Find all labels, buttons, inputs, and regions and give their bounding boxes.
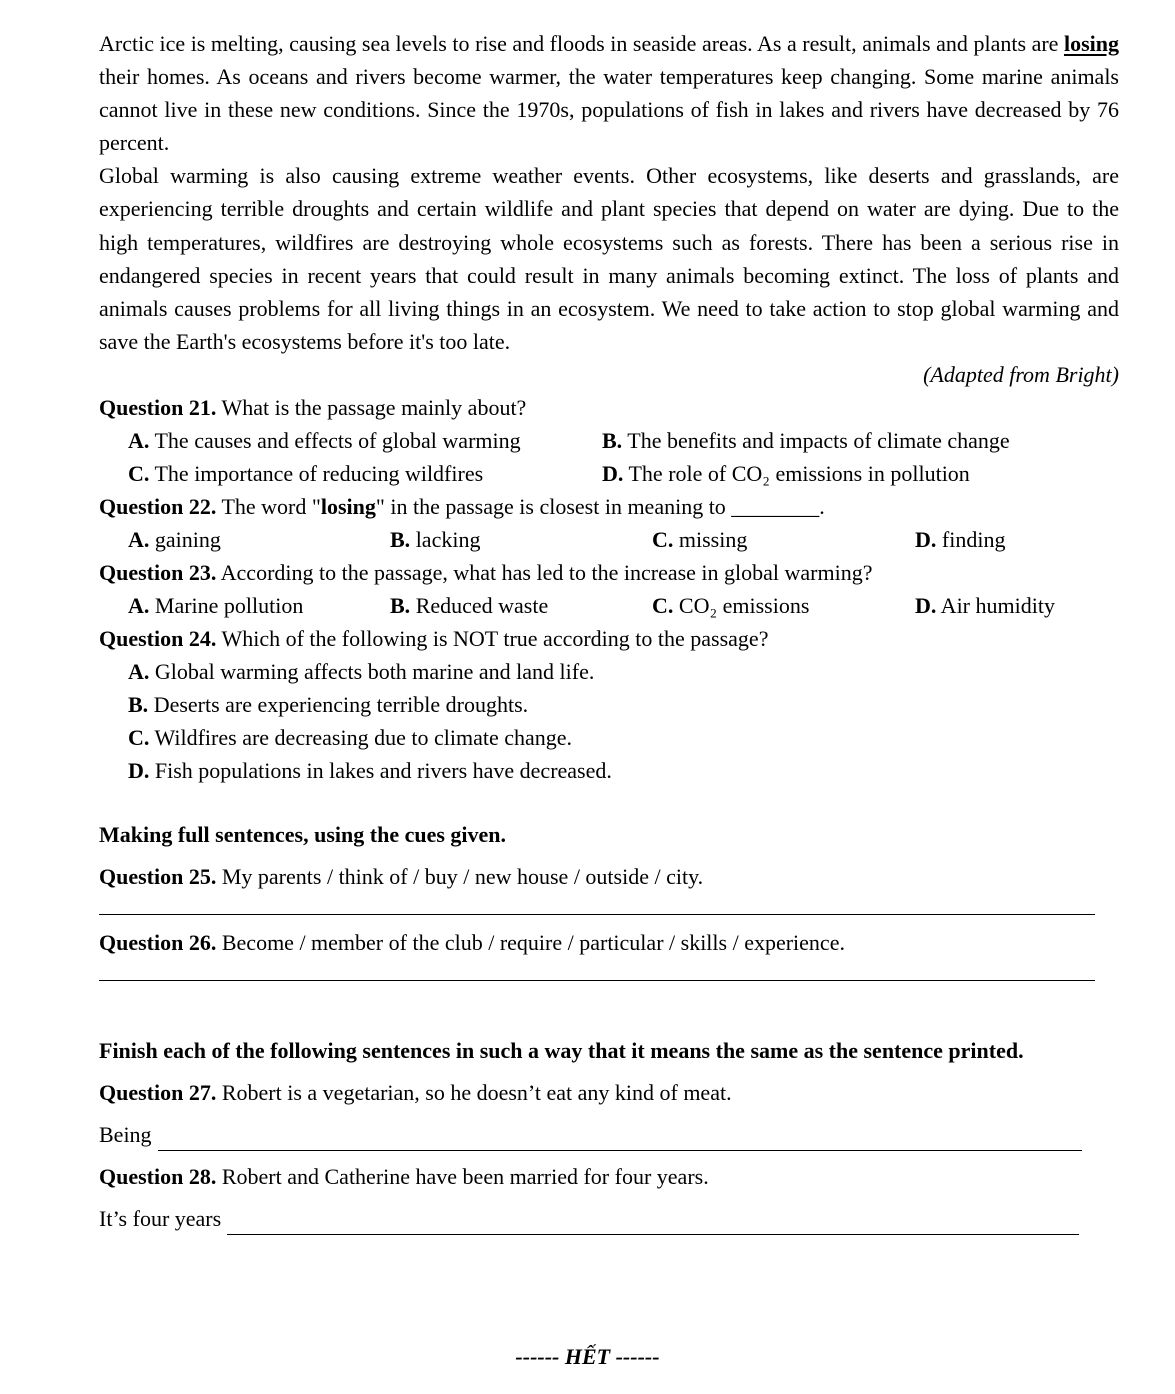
option-letter: C. [652,526,674,552]
option-letter: A. [128,592,150,618]
option-b[interactable] [99,688,1119,721]
question-label: Question 22. [99,493,217,519]
option-text: CO₂ emissions [673,592,810,618]
option-d[interactable] [602,457,970,490]
option-b[interactable] [602,424,1010,457]
question-label: Question 26. [99,929,217,955]
option-letter: D. [915,592,937,618]
passage-text: their homes. As oceans and rivers become warmer, the water temperatures keep changing. Some marine animals cannot live in these new conditions. Since the 1970s, populations of fish in lakes and rivers have decreased by 76 percent. [99,64,1119,156]
option-c[interactable] [652,589,915,622]
option-text: Deserts are experiencing terrible droughts. [148,691,529,717]
option-text: The role of CO₂ emissions in pollution [623,460,970,486]
question-23 [99,556,1119,589]
option-text: finding [936,526,1006,552]
answer-line-25[interactable] [99,914,1095,915]
question-text: The word " [216,493,321,519]
question-text: What is the passage mainly about? [216,394,527,420]
passage-source: (Adapted from Bright) [923,361,1119,387]
option-letter: A. [128,526,150,552]
question-label: Question 23. [99,559,217,585]
question-label: Question 27. [99,1079,217,1105]
question-27 [99,1076,1119,1109]
option-letter: C. [652,592,674,618]
passage-text: Arctic ice is melting, causing sea levels to rise and floods in seaside areas. As a result, animals and plants are [99,31,1064,56]
option-a[interactable] [128,424,602,457]
option-a[interactable] [128,589,390,622]
option-text: The causes and effects of global warming [149,427,521,453]
question-label: Question 24. [99,625,217,651]
passage-keyword: losing [1063,31,1119,56]
option-text: Reduced waste [410,592,549,618]
option-text: Wildfires are decreasing due to climate change. [149,724,573,750]
question-21 [99,391,1119,424]
option-a[interactable] [99,655,1119,688]
question-26 [99,926,1119,959]
option-text: The importance of reducing wildfires [149,460,484,486]
question-text: My parents / think of / buy / new house / outside / city. [216,863,704,889]
option-letter: C. [128,460,150,486]
passage-paragraph-2: Global warming is also causing extreme weather events. Other ecosystems, like deserts and grasslands, are experiencing terrible droughts and certain wildlife and plant species that depend on water are dying. Due to the high temperatures, wildfires are destroying whole ecosystems such as forests. There has been a serious rise in endangered species in recent years that could result in many animals becoming extinct. The loss of plants and animals causes problems for all living things in an ecosystem. We need to take action to stop global warming and save the Earth's ecosystems before it's too late. [99,163,1119,354]
sentence-starter: It’s four years [99,1205,222,1231]
option-d[interactable] [99,754,1119,787]
option-c[interactable] [99,721,1119,754]
option-letter: A. [128,658,150,684]
exam-content [99,27,1119,1235]
option-text: Marine pollution [149,592,304,618]
option-a[interactable] [128,523,390,556]
section-heading-rewrite: Finish each of the following sentences in such a way that it means the same as the sentence printed. [99,1037,1024,1063]
question-text: Robert and Catherine have been married for four years. [216,1163,709,1189]
question-25 [99,860,1119,893]
sentence-starter: Being [99,1121,152,1147]
option-letter: C. [128,724,150,750]
option-letter: A. [128,427,150,453]
option-letter: B. [602,427,623,453]
option-text: gaining [149,526,221,552]
option-c[interactable] [652,523,915,556]
question-label: Question 25. [99,863,217,889]
option-text: lacking [410,526,481,552]
question-28 [99,1160,1119,1193]
question-23-options [99,589,1119,622]
section-heading-cues: Making full sentences, using the cues given. [99,821,507,847]
question-22 [99,490,1119,523]
question-text: " in the passage is closest in meaning to ________. [375,493,825,519]
option-text: Fish populations in lakes and rivers have decreased. [149,757,612,783]
answer-blank-28[interactable] [227,1212,1079,1235]
option-d[interactable] [915,589,1055,622]
question-text: Become / member of the club / require / particular / skills / experience. [216,929,845,955]
end-marker: ------ HẾT ------ [515,1344,660,1369]
answer-row-28 [99,1202,1119,1235]
answer-blank-27[interactable] [158,1128,1082,1151]
option-letter: D. [602,460,624,486]
option-text: Air humidity [936,592,1055,618]
question-24 [99,622,1119,655]
option-b[interactable] [390,589,652,622]
option-letter: D. [128,757,150,783]
question-text: Robert is a vegetarian, so he doesn’t eat any kind of meat. [216,1079,732,1105]
question-keyword: losing [320,493,376,519]
question-21-options-row-1 [99,424,1119,457]
question-text: According to the passage, what has led to the increase in global warming? [216,559,873,585]
passage-paragraph-1 [99,27,1119,159]
option-d[interactable] [915,523,1005,556]
option-letter: B. [390,592,411,618]
option-b[interactable] [390,523,652,556]
option-letter: B. [390,526,411,552]
question-label: Question 21. [99,394,217,420]
question-label: Question 28. [99,1163,217,1189]
answer-row-27 [99,1118,1119,1151]
option-text: missing [673,526,748,552]
question-21-options-row-2 [99,457,1119,490]
option-text: Global warming affects both marine and land life. [149,658,595,684]
question-22-options [99,523,1119,556]
option-c[interactable] [128,457,602,490]
option-text: The benefits and impacts of climate change [622,427,1010,453]
answer-line-26[interactable] [99,980,1095,981]
option-letter: B. [128,691,149,717]
question-text: Which of the following is NOT true according to the passage? [216,625,769,651]
option-letter: D. [915,526,937,552]
